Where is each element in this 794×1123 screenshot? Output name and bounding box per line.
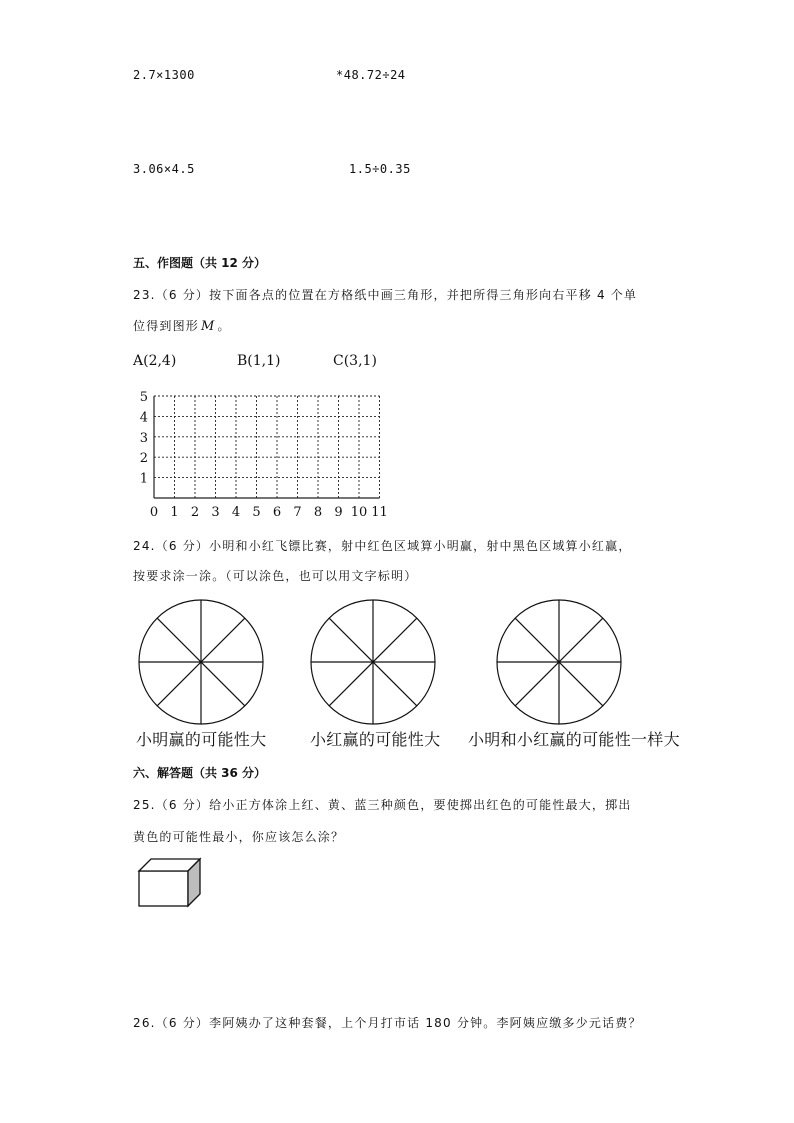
exercise-3: 3.06×4.5 xyxy=(133,162,195,176)
question-24-line2: 按要求涂一涂。（可以涂色，也可以用文字标明） xyxy=(133,569,418,583)
x-tick-label: 5 xyxy=(252,505,261,520)
point-c: C(3,1) xyxy=(333,353,377,369)
question-23-line1: 23.（6 分）按下面各点的位置在方格纸中画三角形，并把所得三角形向右平移 4 个单 xyxy=(133,288,638,302)
dartboard-1-caption: 小明赢的可能性大 xyxy=(136,730,267,749)
figure-m-var: M xyxy=(201,319,216,334)
y-tick-label: 4 xyxy=(139,410,148,426)
x-tick-label: 1 xyxy=(170,505,179,520)
x-tick-label: 10 xyxy=(350,505,368,520)
y-tick-label: 5 xyxy=(139,390,148,405)
x-tick-label: 3 xyxy=(211,505,220,520)
question-23-line2-end: 。 xyxy=(217,319,231,333)
y-tick-label: 3 xyxy=(139,430,148,446)
x-tick-label: 4 xyxy=(231,505,241,520)
x-tick-label: 9 xyxy=(334,505,343,520)
x-tick-label: 0 xyxy=(149,505,159,520)
y-tick-label: 1 xyxy=(139,471,148,487)
x-tick-label: 11 xyxy=(371,505,388,520)
x-tick-label: 7 xyxy=(293,505,302,520)
dartboard-3-caption: 小明和小红赢的可能性一样大 xyxy=(468,730,680,749)
exercise-4: 1.5÷0.35 xyxy=(349,162,411,176)
exercise-2: *48.72÷24 xyxy=(336,68,406,82)
section-heading-drawing: 五、作图题（共 12 分） xyxy=(133,256,267,270)
point-a: A(2,4) xyxy=(133,353,177,369)
dartboard-2-caption: 小红赢的可能性大 xyxy=(310,730,441,749)
x-tick-label: 6 xyxy=(272,505,282,520)
cube-icon xyxy=(139,859,200,906)
y-tick-label: 2 xyxy=(139,451,148,467)
x-tick-label: 8 xyxy=(313,505,323,520)
exercise-1: 2.7×1300 xyxy=(133,68,195,82)
question-23-line2-text: 位得到图形 xyxy=(133,319,200,333)
question-25-line1: 25.（6 分）给小正方体涂上红、黄、蓝三种颜色，要使掷出红色的可能性最大，掷出 xyxy=(133,798,632,812)
point-b: B(1,1) xyxy=(237,353,281,369)
question-25-line2: 黄色的可能性最小，你应该怎么涂？ xyxy=(133,830,345,844)
x-tick-label: 2 xyxy=(190,505,200,520)
question-26-line1: 26.（6 分）李阿姨办了这种套餐，上个月打市话 180 分钟。李阿姨应缴多少元话费？ xyxy=(133,1016,642,1030)
section-heading-solutions: 六、解答题（共 36 分） xyxy=(133,766,267,780)
question-24-line1: 24.（6 分）小明和小红飞镖比赛，射中红色区域算小明赢，射中黑色区域算小红赢， xyxy=(133,539,632,553)
